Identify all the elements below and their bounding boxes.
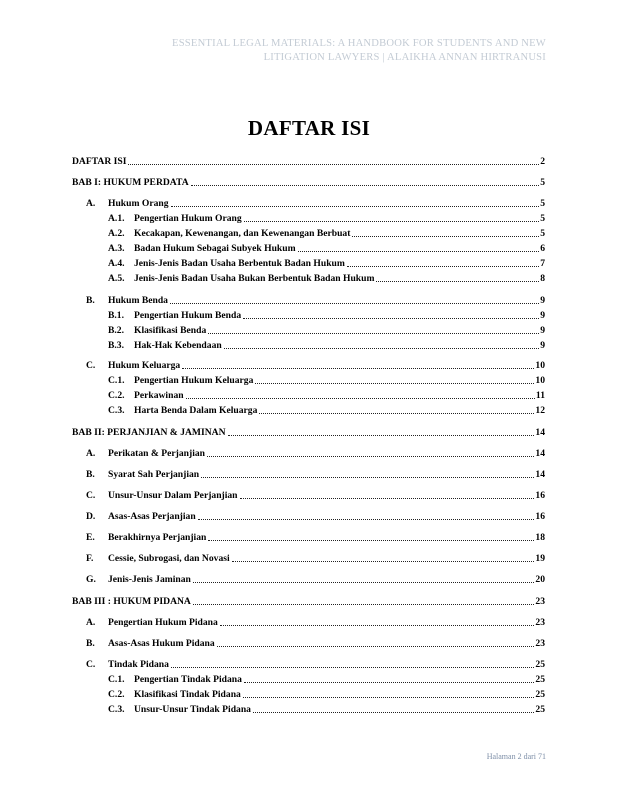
toc-entry[interactable] bbox=[72, 196, 545, 210]
toc-entry[interactable] bbox=[72, 702, 545, 716]
toc-entry-page: 2 bbox=[540, 156, 545, 167]
toc-entry-label: Pengertian Tindak Pidana bbox=[134, 674, 242, 685]
dot-leader bbox=[201, 477, 534, 478]
toc-entry-label: Perikatan & Perjanjian bbox=[108, 448, 205, 459]
toc-entry-page: 9 bbox=[540, 325, 545, 336]
toc-entry[interactable] bbox=[72, 323, 545, 337]
toc-entry[interactable] bbox=[72, 509, 545, 523]
dot-leader bbox=[191, 185, 540, 186]
page-footer: Halaman 2 dari 71 bbox=[486, 752, 546, 761]
toc-entry[interactable] bbox=[72, 241, 545, 255]
toc-entry-page: 9 bbox=[540, 295, 545, 306]
dot-leader bbox=[244, 221, 540, 222]
toc-entry-label: Pengertian Hukum Orang bbox=[134, 213, 242, 224]
toc-entry[interactable] bbox=[72, 373, 545, 387]
toc-entry[interactable] bbox=[72, 338, 545, 352]
toc-entry-label: BAB III : HUKUM PIDANA bbox=[72, 596, 191, 607]
toc-entry-label: Kecakapan, Kewenangan, dan Kewenangan Berbuat bbox=[134, 228, 351, 239]
toc-entry-page: 20 bbox=[535, 574, 545, 585]
dot-leader bbox=[193, 582, 535, 583]
toc-entry-number: B. bbox=[86, 469, 95, 480]
dot-leader bbox=[243, 318, 539, 319]
toc-entry-page: 16 bbox=[535, 511, 545, 522]
toc-entry-label: Harta Benda Dalam Keluarga bbox=[134, 405, 258, 416]
toc-entry-page: 25 bbox=[535, 659, 545, 670]
toc-entry-number: B. bbox=[86, 638, 95, 649]
toc-entry-number: C.3. bbox=[108, 405, 125, 416]
dot-leader bbox=[171, 667, 535, 668]
dot-leader bbox=[220, 625, 535, 626]
header-line-2: LITIGATION LAWYERS | ALAIKHA ANNAN HIRTRANUSI bbox=[263, 52, 546, 63]
toc-entry-page: 5 bbox=[540, 213, 545, 224]
toc-entry[interactable] bbox=[72, 657, 545, 671]
toc-entry-page: 19 bbox=[535, 553, 545, 564]
dot-leader bbox=[198, 519, 535, 520]
dot-leader bbox=[352, 236, 539, 237]
toc-entry[interactable] bbox=[72, 636, 545, 650]
toc-entry-label: Syarat Sah Perjanjian bbox=[108, 469, 200, 480]
toc-entry-page: 23 bbox=[535, 617, 545, 628]
toc-entry-number: B. bbox=[86, 295, 95, 306]
dot-leader bbox=[207, 456, 534, 457]
toc-entry-page: 25 bbox=[535, 689, 545, 700]
toc-entry-number: C.2. bbox=[108, 689, 125, 700]
dot-leader bbox=[255, 383, 534, 384]
toc-entry-label: Cessie, Subrogasi, dan Novasi bbox=[108, 553, 230, 564]
toc-entry-page: 11 bbox=[535, 390, 545, 401]
toc-entry-number: A. bbox=[86, 198, 96, 209]
dot-leader bbox=[186, 398, 535, 399]
toc-entry-page: 18 bbox=[535, 532, 545, 543]
toc-entry-label: Jenis-Jenis Badan Usaha Berbentuk Badan Hukum bbox=[134, 258, 345, 269]
toc-entry-label: Jenis-Jenis Jaminan bbox=[108, 574, 191, 585]
toc-entry[interactable] bbox=[72, 467, 545, 481]
dot-leader bbox=[253, 712, 534, 713]
toc-entry-number: C.3. bbox=[108, 704, 125, 715]
toc-entry-page: 5 bbox=[540, 177, 545, 188]
toc-entry[interactable] bbox=[72, 175, 545, 189]
toc-entry-label: Unsur-Unsur Dalam Perjanjian bbox=[108, 490, 238, 501]
dot-leader bbox=[240, 498, 535, 499]
header-line-1: ESSENTIAL LEGAL MATERIALS: A HANDBOOK FOR STUDENTS AND NEW bbox=[172, 38, 546, 49]
toc-entry-number: D. bbox=[86, 511, 96, 522]
toc-entry-number: B.2. bbox=[108, 325, 124, 336]
toc-entry-number: C.1. bbox=[108, 375, 125, 386]
toc-entry-number: C.1. bbox=[108, 674, 125, 685]
toc-entry-label: Berakhirnya Perjanjian bbox=[108, 532, 207, 543]
dot-leader bbox=[170, 303, 539, 304]
toc-entry-page: 14 bbox=[535, 448, 545, 459]
dot-leader bbox=[228, 435, 535, 436]
toc-entry-number: A.3. bbox=[108, 243, 125, 254]
toc-entry-number: C. bbox=[86, 659, 96, 670]
toc-entry-number: A. bbox=[86, 617, 96, 628]
dot-leader bbox=[193, 604, 535, 605]
dot-leader bbox=[128, 164, 539, 165]
toc-entry[interactable] bbox=[72, 226, 545, 240]
toc-entry-page: 25 bbox=[535, 704, 545, 715]
toc-entry[interactable] bbox=[72, 530, 545, 544]
toc-entry-label: Hukum Orang bbox=[108, 198, 169, 209]
toc-entry-number: A.4. bbox=[108, 258, 125, 269]
toc-entry-number: G. bbox=[86, 574, 96, 585]
toc-entry-page: 6 bbox=[540, 243, 545, 254]
dot-leader bbox=[171, 206, 540, 207]
dot-leader bbox=[243, 697, 535, 698]
toc-entry-page: 5 bbox=[540, 228, 545, 239]
toc-entry-label: Perkawinan bbox=[134, 390, 184, 401]
toc-entry-number: A. bbox=[86, 448, 96, 459]
toc-entry-number: A.1. bbox=[108, 213, 125, 224]
toc-entry-label: Pengertian Hukum Pidana bbox=[108, 617, 218, 628]
toc-entry[interactable] bbox=[72, 154, 545, 168]
toc-entry[interactable] bbox=[72, 615, 545, 629]
toc-entry-label: BAB II: PERJANJIAN & JAMINAN bbox=[72, 427, 226, 438]
toc-entry[interactable] bbox=[72, 488, 545, 502]
dot-leader bbox=[376, 281, 539, 282]
toc-entry-label: Badan Hukum Sebagai Subyek Hukum bbox=[134, 243, 296, 254]
toc-entry-label: Tindak Pidana bbox=[108, 659, 169, 670]
toc-entry-label: Hukum Keluarga bbox=[108, 360, 181, 371]
toc-entry-number: A.5. bbox=[108, 273, 125, 284]
toc-entry-number: B.1. bbox=[108, 310, 124, 321]
toc-entry-page: 25 bbox=[535, 674, 545, 685]
toc-entry[interactable] bbox=[72, 672, 545, 686]
toc-entry-page: 12 bbox=[535, 405, 545, 416]
toc-entry-number: F. bbox=[86, 553, 94, 564]
toc-entry[interactable] bbox=[72, 358, 545, 372]
toc-entry-page: 10 bbox=[535, 360, 545, 371]
toc-entry-label: Hak-Hak Kebendaan bbox=[134, 340, 222, 351]
dot-leader bbox=[217, 646, 535, 647]
toc-entry-label: Klasifikasi Tindak Pidana bbox=[134, 689, 241, 700]
toc-entry[interactable] bbox=[72, 293, 545, 307]
toc-entry-label: Pengertian Hukum Keluarga bbox=[134, 375, 254, 386]
toc-entry-page: 23 bbox=[535, 638, 545, 649]
toc-entry-number: E. bbox=[86, 532, 95, 543]
running-header bbox=[76, 37, 546, 65]
toc-entry[interactable] bbox=[72, 403, 545, 417]
toc-entry-label: Hukum Benda bbox=[108, 295, 168, 306]
toc-entry-label: Pengertian Hukum Benda bbox=[134, 310, 242, 321]
toc-entry[interactable] bbox=[72, 308, 545, 322]
toc-entry[interactable] bbox=[72, 388, 545, 402]
toc-entry-page: 23 bbox=[535, 596, 545, 607]
dot-leader bbox=[298, 251, 540, 252]
dot-leader bbox=[208, 333, 539, 334]
toc-entry-label: Asas-Asas Hukum Pidana bbox=[108, 638, 215, 649]
toc-entry[interactable] bbox=[72, 594, 545, 608]
dot-leader bbox=[259, 413, 534, 414]
toc-entry-page: 9 bbox=[540, 340, 545, 351]
toc-entry-page: 8 bbox=[540, 273, 545, 284]
toc-entry[interactable] bbox=[72, 211, 545, 225]
toc-entry-label: Asas-Asas Perjanjian bbox=[108, 511, 196, 522]
toc-entry[interactable] bbox=[72, 256, 545, 270]
toc-entry-page: 5 bbox=[540, 198, 545, 209]
toc-entry-label: Unsur-Unsur Tindak Pidana bbox=[134, 704, 251, 715]
dot-leader bbox=[232, 561, 535, 562]
toc-entry-number: A.2. bbox=[108, 228, 125, 239]
toc-entry-page: 14 bbox=[535, 427, 545, 438]
dot-leader bbox=[182, 368, 534, 369]
toc-entry-label: Klasifikasi Benda bbox=[134, 325, 207, 336]
toc-entry-page: 7 bbox=[540, 258, 545, 269]
toc-entry-number: C.2. bbox=[108, 390, 125, 401]
toc-entry-page: 9 bbox=[540, 310, 545, 321]
toc-entry[interactable] bbox=[72, 687, 545, 701]
toc-entry-number: C. bbox=[86, 490, 96, 501]
toc-entry[interactable] bbox=[72, 446, 545, 460]
toc-entry-label: Jenis-Jenis Badan Usaha Bukan Berbentuk Badan Hukum bbox=[134, 273, 375, 284]
toc-entry[interactable] bbox=[72, 551, 545, 565]
toc-entry[interactable] bbox=[72, 572, 545, 586]
dot-leader bbox=[347, 266, 539, 267]
toc-entry-page: 16 bbox=[535, 490, 545, 501]
toc-entry-page: 10 bbox=[535, 375, 545, 386]
dot-leader bbox=[208, 540, 534, 541]
page-title: DAFTAR ISI bbox=[247, 116, 371, 140]
toc-entry-label: DAFTAR ISI bbox=[72, 156, 127, 167]
toc-entry[interactable] bbox=[72, 271, 545, 285]
toc-entry-number: B.3. bbox=[108, 340, 124, 351]
toc-entry-number: C. bbox=[86, 360, 96, 371]
toc-entry-page: 14 bbox=[535, 469, 545, 480]
dot-leader bbox=[244, 682, 535, 683]
dot-leader bbox=[224, 348, 540, 349]
toc-entry[interactable] bbox=[72, 425, 545, 439]
toc-entry-label: BAB I: HUKUM PERDATA bbox=[72, 177, 189, 188]
